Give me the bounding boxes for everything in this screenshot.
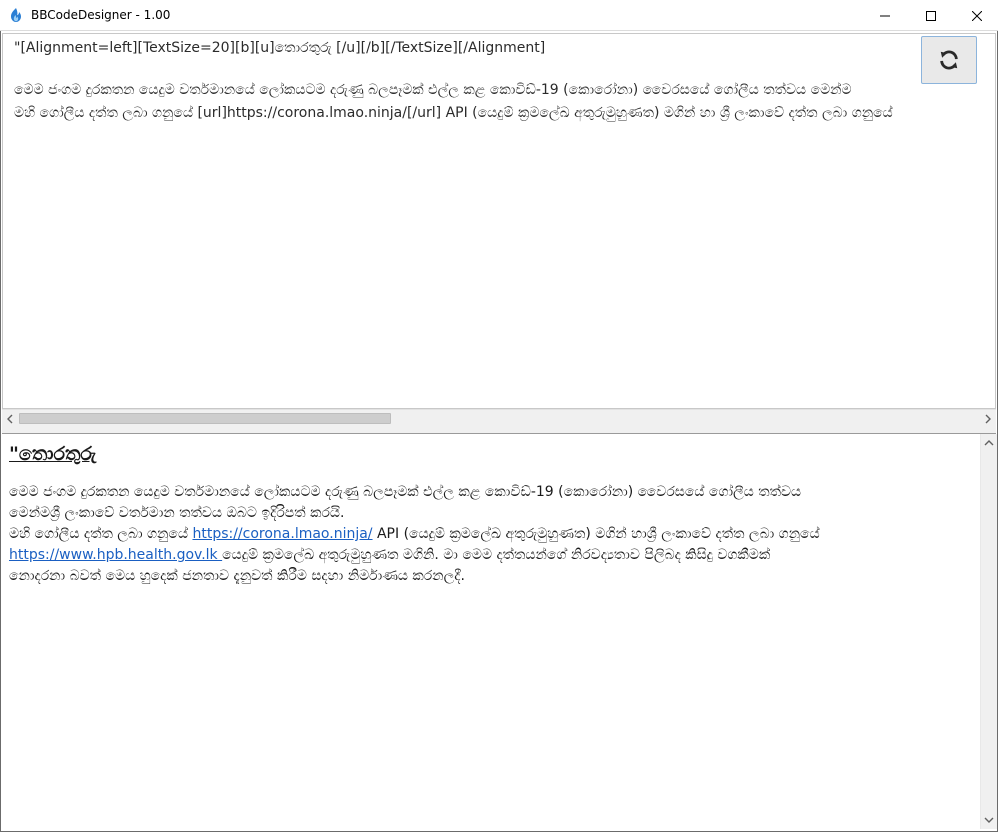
maximize-button[interactable] xyxy=(908,0,954,31)
preview-text: API (යෙදුම් ක්‍රමලේඛ අතුරුමුහුණත) මගින් හාශ්‍රී ලංකාවේ දත්ත ලබා ගනුයේ xyxy=(372,526,820,542)
preview-text: මහි ගෝලීය දත්ත ලබා ගනුයේ xyxy=(9,526,193,542)
preview-paragraph-1 xyxy=(9,482,973,524)
editor-horizontal-scrollbar[interactable] xyxy=(2,409,996,427)
refresh-button[interactable] xyxy=(921,36,977,84)
close-button[interactable] xyxy=(954,0,998,31)
window-title: BBCodeDesigner - 1.00 xyxy=(31,8,171,22)
minimize-icon xyxy=(880,11,890,21)
maximize-icon xyxy=(926,11,936,21)
preview-text: යෙදුම් ක්‍රමලේඛ අතුරුමුහුණත මගිනි. මා මෙම දත්තයන්ගේ නිරවද්‍යතාව පිලිබද කිසිදු වගකීමක් xyxy=(222,547,771,563)
scrollbar-thumb[interactable] xyxy=(19,413,391,424)
preview-title: "තොරතුරු xyxy=(9,443,97,465)
preview-text-line: මෙන්මශ්‍රී ලංකාවේ වර්තමාන තත්වය ඔබට ඉදිරිපත් කරයි. xyxy=(9,505,345,521)
rendered-preview[interactable] xyxy=(2,433,996,830)
minimize-button[interactable] xyxy=(862,0,908,31)
preview-text-line: නොදරනා බවත් මෙය හුදෙක් ජනතාව දැනුවත් කිරීම සදහා නිර්මාණය කරනලදී. xyxy=(9,568,465,584)
scroll-left-arrow-icon[interactable] xyxy=(4,413,16,425)
editor-line: "[Alignment=left][TextSize=20][b][u]තොරතුරු [/u][/b][/TextSize][/Alignment] xyxy=(14,40,546,56)
preview-text-line: මෙම ජංගම දුරකතන යෙදුම වර්තමානයේ ලෝකයටම දරුණු බලපෑමක් එල්ල කළ කොවිඩ්-19 (කොරෝනා) වෛරසයේ ගෝලීය තත්වය xyxy=(9,484,802,500)
preview-paragraph-2 xyxy=(9,524,973,587)
bbcode-editor[interactable] xyxy=(2,33,996,409)
refresh-icon xyxy=(938,49,960,71)
editor-line: මහි ගෝලීය දත්ත ලබා ගනුයේ [url]https://corona.lmao.ninja/[/url] API (යෙදුම් ක්‍රමලේඛ අතුරුමුහුණත) මගින් හා ශ්‍රී ලංකාවේ දත්ත ලබා ගනුයේ xyxy=(14,105,893,121)
title-bar[interactable] xyxy=(0,0,998,31)
close-icon xyxy=(972,11,982,21)
hpb-link[interactable]: https://www.hpb.health.gov.lk xyxy=(9,547,223,563)
scroll-up-arrow-icon[interactable] xyxy=(983,437,995,449)
preview-vertical-scrollbar[interactable] xyxy=(980,434,997,829)
scroll-right-arrow-icon[interactable] xyxy=(982,413,994,425)
editor-line: මෙම ජංගම දුරකතන යෙදුම වර්තමානයේ ලෝකයටම දරුණු බලපෑමක් එල්ල කළ කොවිඩ්-19 (කොරෝනා) වෛරසයේ ගෝලීය තත්වය මෙන්ම xyxy=(14,82,852,98)
scroll-down-arrow-icon[interactable] xyxy=(983,814,995,826)
flame-logo-icon xyxy=(8,7,24,23)
corona-api-link[interactable]: https://corona.lmao.ninja/ xyxy=(192,526,373,542)
